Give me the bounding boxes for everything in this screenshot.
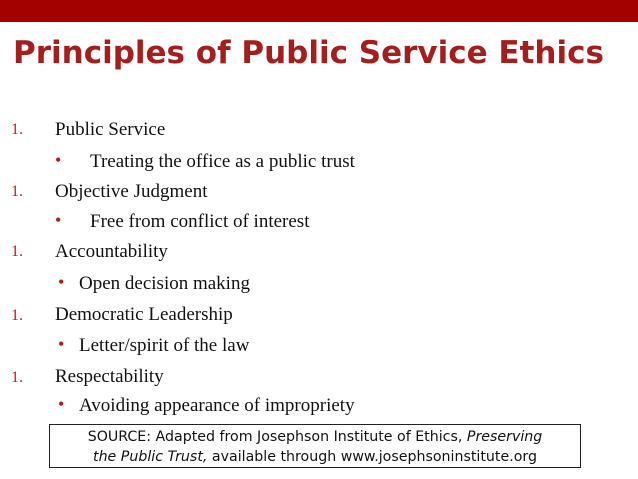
- bullet-marker: •: [55, 150, 62, 170]
- bullet-marker: •: [58, 334, 65, 354]
- principle-label-objective-judgment: Objective Judgment: [55, 181, 208, 202]
- principle-detail-avoiding-impropriety: Avoiding appearance of impropriety: [79, 395, 355, 416]
- list-number: 1.: [11, 183, 23, 200]
- principle-label-democratic-leadership: Democratic Leadership: [55, 304, 233, 325]
- principle-label-respectability: Respectability: [55, 366, 164, 387]
- principle-label-public-service: Public Service: [55, 119, 166, 140]
- header-accent-bar: [0, 0, 638, 22]
- list-number: 1.: [11, 121, 23, 138]
- list-number: 1.: [11, 307, 23, 324]
- bullet-marker: •: [58, 272, 65, 292]
- source-work-title: Preserving: [466, 429, 543, 445]
- principle-detail-public-trust: Treating the office as a public trust: [90, 151, 355, 172]
- principle-detail-conflict-of-interest: Free from conflict of interest: [90, 211, 310, 232]
- list-number: 1.: [11, 243, 23, 260]
- bullet-marker: •: [55, 210, 62, 230]
- principle-label-accountability: Accountability: [55, 241, 168, 262]
- source-citation-box: [49, 424, 581, 468]
- principle-detail-letter-spirit-of-law: Letter/spirit of the law: [79, 335, 250, 356]
- slide-title: Principles of Public Service Ethics: [13, 35, 604, 71]
- source-work-title-continued: the Public Trust,: [93, 449, 208, 465]
- source-suffix: available through www.josephsoninstitute.org: [207, 449, 537, 465]
- list-number: 1.: [11, 369, 23, 386]
- principle-detail-open-decision-making: Open decision making: [79, 273, 250, 294]
- source-prefix: SOURCE: Adapted from Josephson Institute of Ethics,: [87, 429, 467, 445]
- bullet-marker: •: [58, 394, 65, 414]
